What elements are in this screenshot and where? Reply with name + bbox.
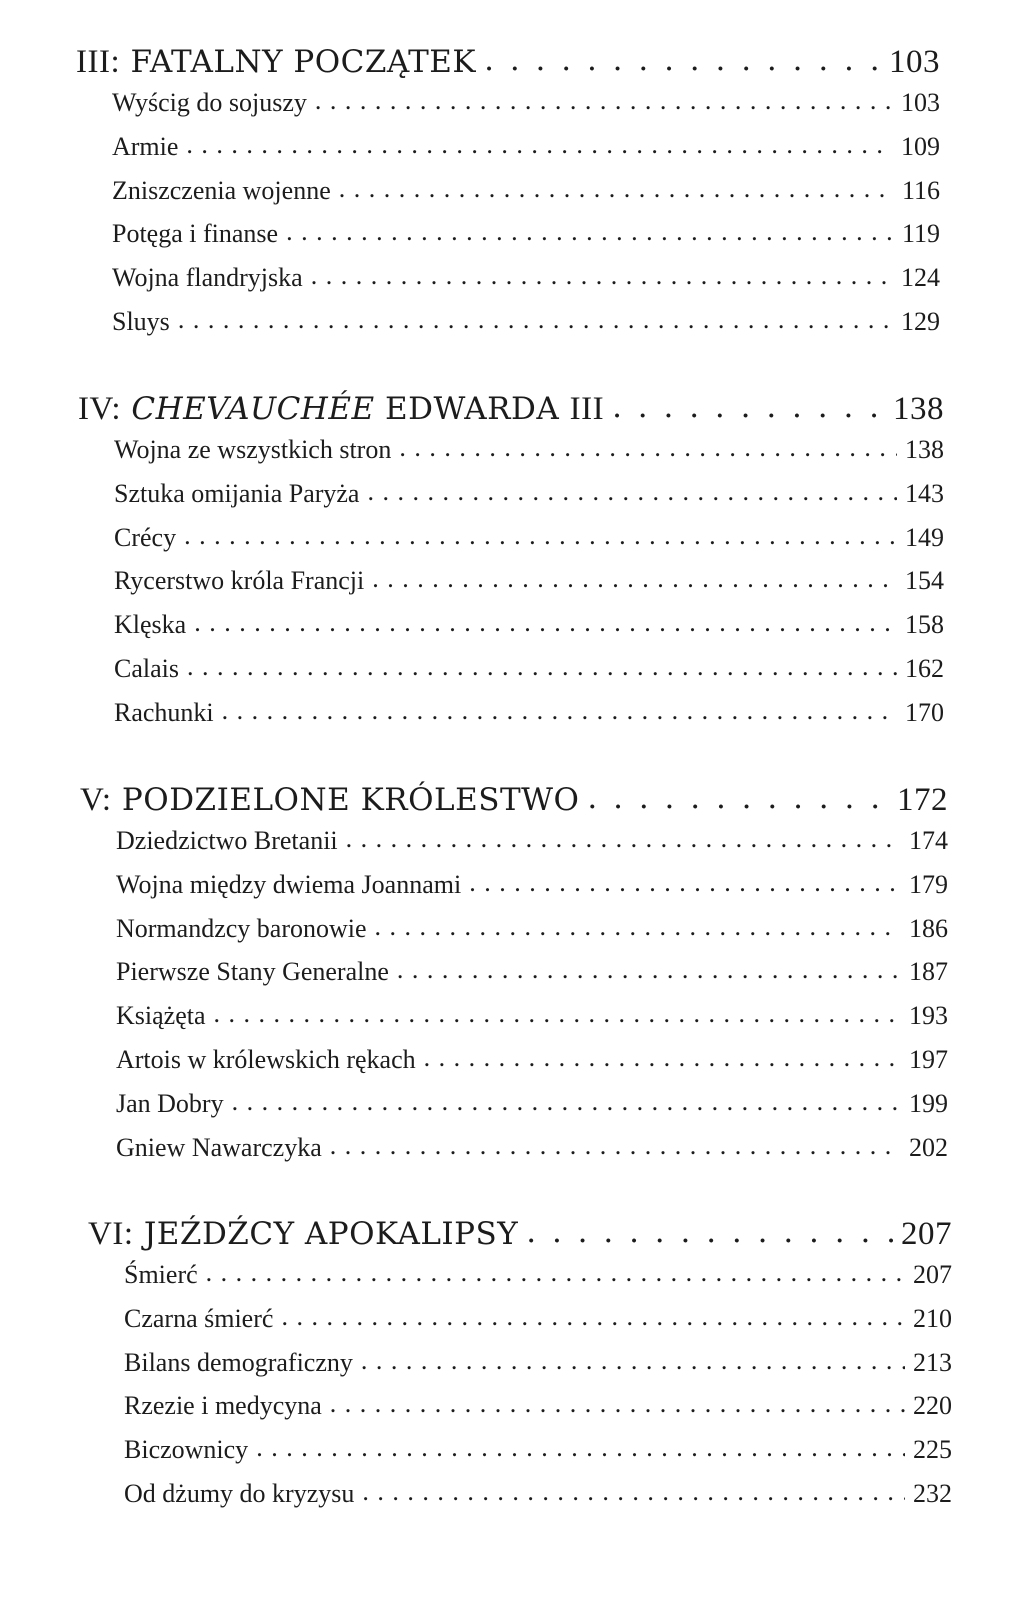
toc-entry xyxy=(124,1479,952,1523)
chapter-title-italic: CHEVAUCHÉE xyxy=(131,391,375,427)
entry-title: Gniew Nawarczyka xyxy=(116,1132,322,1162)
entry-page-number: 207 xyxy=(913,1260,952,1289)
entry-page-number: 225 xyxy=(913,1435,952,1465)
chapter-title xyxy=(76,44,476,81)
entry-page-number: 174 xyxy=(909,826,948,855)
toc-entry xyxy=(124,1260,952,1304)
dot-leader xyxy=(484,42,881,73)
dot-leader xyxy=(339,174,894,200)
entry-page-number: 179 xyxy=(909,869,948,899)
chapter-heading xyxy=(76,44,940,88)
chapter-title-text: PODZIELONE KRÓLESTWO xyxy=(121,782,580,818)
entry-page-number: 116 xyxy=(901,175,940,205)
entry-title: Wojna między dwiema Joannami xyxy=(116,869,462,899)
toc-entry xyxy=(116,957,948,1001)
entry-title: Pierwsze Stany Generalne xyxy=(116,957,389,987)
chapter-number: III: xyxy=(76,44,121,80)
entry-title: Wojna ze wszystkich stron xyxy=(114,435,392,464)
chapter-page-number: 103 xyxy=(889,44,940,80)
toc-entry xyxy=(114,566,944,610)
entry-page-number: 162 xyxy=(905,653,944,683)
dot-leader xyxy=(612,389,885,420)
dot-leader xyxy=(184,521,897,547)
toc-entry xyxy=(116,1133,948,1177)
entry-page-number: 199 xyxy=(909,1088,948,1118)
dot-leader xyxy=(232,1087,901,1113)
entry-title: Jan Dobry xyxy=(116,1088,224,1118)
entry-title: Bilans demograficzny xyxy=(124,1347,353,1377)
entry-page-number: 119 xyxy=(901,219,940,249)
dot-leader xyxy=(194,608,897,634)
entry-title: Sluys xyxy=(112,306,170,336)
entry-page-number: 213 xyxy=(913,1347,952,1377)
chapter-page-number: 172 xyxy=(897,782,948,818)
entry-title: Armie xyxy=(112,131,179,161)
chapter-5 xyxy=(80,782,948,1176)
toc-entry xyxy=(116,870,948,914)
entry-title: Potęga i finanse xyxy=(112,219,279,249)
chapter-heading xyxy=(88,1216,952,1260)
chapter-title-text: EDWARDA xyxy=(384,391,560,427)
dot-leader xyxy=(469,868,901,894)
chapter-title-text: FATALNY POCZĄTEK xyxy=(130,44,477,80)
chapter-4 xyxy=(78,391,944,742)
dot-leader xyxy=(375,912,901,938)
dot-leader xyxy=(587,780,889,811)
entry-page-number: 149 xyxy=(905,522,944,552)
entry-title: Książęta xyxy=(116,1001,206,1031)
entry-title: Sztuka omijania Paryża xyxy=(114,478,360,508)
chapter-3 xyxy=(76,44,940,351)
entry-title: Zniszczenia wojenne xyxy=(112,175,331,205)
entry-title: Dziedzictwo Bretanii xyxy=(116,826,338,855)
dot-leader xyxy=(206,1258,905,1284)
toc-entry xyxy=(112,176,940,220)
chapter-title-text: JEŹDŹCY APOKALIPSY xyxy=(143,1216,519,1252)
dot-leader xyxy=(256,1433,905,1459)
toc-entry xyxy=(114,654,944,698)
toc-entry xyxy=(116,1001,948,1045)
dot-leader xyxy=(281,1302,905,1328)
toc-entry xyxy=(114,698,944,742)
toc-entry xyxy=(116,826,948,870)
dot-leader xyxy=(315,86,893,112)
entry-title: Klęska xyxy=(114,610,187,640)
dot-leader xyxy=(214,999,901,1025)
entry-page-number: 193 xyxy=(909,1001,948,1031)
entry-page-number: 170 xyxy=(905,697,944,727)
entry-page-number: 220 xyxy=(913,1391,952,1421)
toc-entry xyxy=(114,479,944,523)
entry-title: Czarna śmierć xyxy=(124,1303,274,1333)
toc-entry xyxy=(112,307,940,351)
chapter-title xyxy=(88,1216,518,1253)
toc-entry xyxy=(114,610,944,654)
dot-leader xyxy=(187,652,897,678)
dot-leader xyxy=(186,130,893,156)
entry-page-number: 129 xyxy=(901,306,940,336)
toc-entry xyxy=(124,1348,952,1392)
dot-leader xyxy=(330,1131,901,1157)
entry-title: Śmierć xyxy=(124,1260,198,1289)
toc-entry xyxy=(124,1435,952,1479)
chapter-number: VI: xyxy=(88,1216,134,1252)
chapter-heading xyxy=(80,782,948,826)
entry-title: Artois w królewskich rękach xyxy=(116,1044,416,1074)
dot-leader xyxy=(346,824,901,850)
entry-page-number: 197 xyxy=(909,1044,948,1074)
entry-page-number: 202 xyxy=(909,1132,948,1162)
entry-title: Crécy xyxy=(114,522,177,552)
entry-title: Calais xyxy=(114,653,179,683)
chapter-heading xyxy=(78,391,944,435)
toc-entry xyxy=(114,523,944,567)
entry-title: Biczownicy xyxy=(124,1435,249,1465)
entry-page-number: 143 xyxy=(905,478,944,508)
entry-page-number: 158 xyxy=(905,610,944,640)
entry-title: Wojna flandryjska xyxy=(112,263,303,293)
toc-entry xyxy=(116,1045,948,1089)
toc-entry xyxy=(114,435,944,479)
entry-page-number: 138 xyxy=(905,435,944,464)
entry-title: Normandzcy baronowie xyxy=(116,913,367,943)
dot-leader xyxy=(178,305,893,331)
toc-entry xyxy=(124,1391,952,1435)
chapter-title xyxy=(80,782,579,819)
dot-leader xyxy=(399,433,897,459)
chapter-title-roman: III xyxy=(569,391,605,427)
toc-entry xyxy=(124,1304,952,1348)
dot-leader xyxy=(286,217,894,243)
chapter-page-number: 207 xyxy=(901,1216,952,1252)
chapter-6 xyxy=(88,1216,952,1523)
chapter-number: V: xyxy=(80,782,112,818)
entry-title: Wyścig do sojuszy xyxy=(112,88,307,117)
dot-leader xyxy=(526,1214,893,1245)
entry-page-number: 109 xyxy=(901,131,940,161)
entry-title: Od dżumy do kryzysu xyxy=(124,1478,355,1508)
toc-entry xyxy=(116,1089,948,1133)
entry-page-number: 210 xyxy=(913,1303,952,1333)
chapter-number: IV: xyxy=(78,391,122,427)
dot-leader xyxy=(361,1346,905,1372)
dot-leader xyxy=(222,696,897,722)
dot-leader xyxy=(330,1389,905,1415)
dot-leader xyxy=(372,564,897,590)
toc-entry xyxy=(112,263,940,307)
entry-page-number: 154 xyxy=(905,566,944,596)
entry-title: Rycerstwo króla Francji xyxy=(114,566,365,596)
entry-page-number: 103 xyxy=(901,88,940,117)
entry-title: Rzezie i medycyna xyxy=(124,1391,322,1421)
dot-leader xyxy=(397,955,901,981)
dot-leader xyxy=(424,1043,901,1069)
chapter-title xyxy=(78,391,604,428)
entry-page-number: 186 xyxy=(909,913,948,943)
toc-entry xyxy=(112,88,940,132)
dot-leader xyxy=(367,477,897,503)
entry-page-number: 187 xyxy=(909,957,948,987)
dot-leader xyxy=(311,261,893,287)
toc-entry xyxy=(112,132,940,176)
entry-page-number: 124 xyxy=(901,263,940,293)
entry-title: Rachunki xyxy=(114,697,214,727)
toc-entry xyxy=(116,914,948,958)
entry-page-number: 232 xyxy=(913,1478,952,1508)
dot-leader xyxy=(362,1477,905,1503)
chapter-page-number: 138 xyxy=(893,391,944,427)
toc-entry xyxy=(112,219,940,263)
